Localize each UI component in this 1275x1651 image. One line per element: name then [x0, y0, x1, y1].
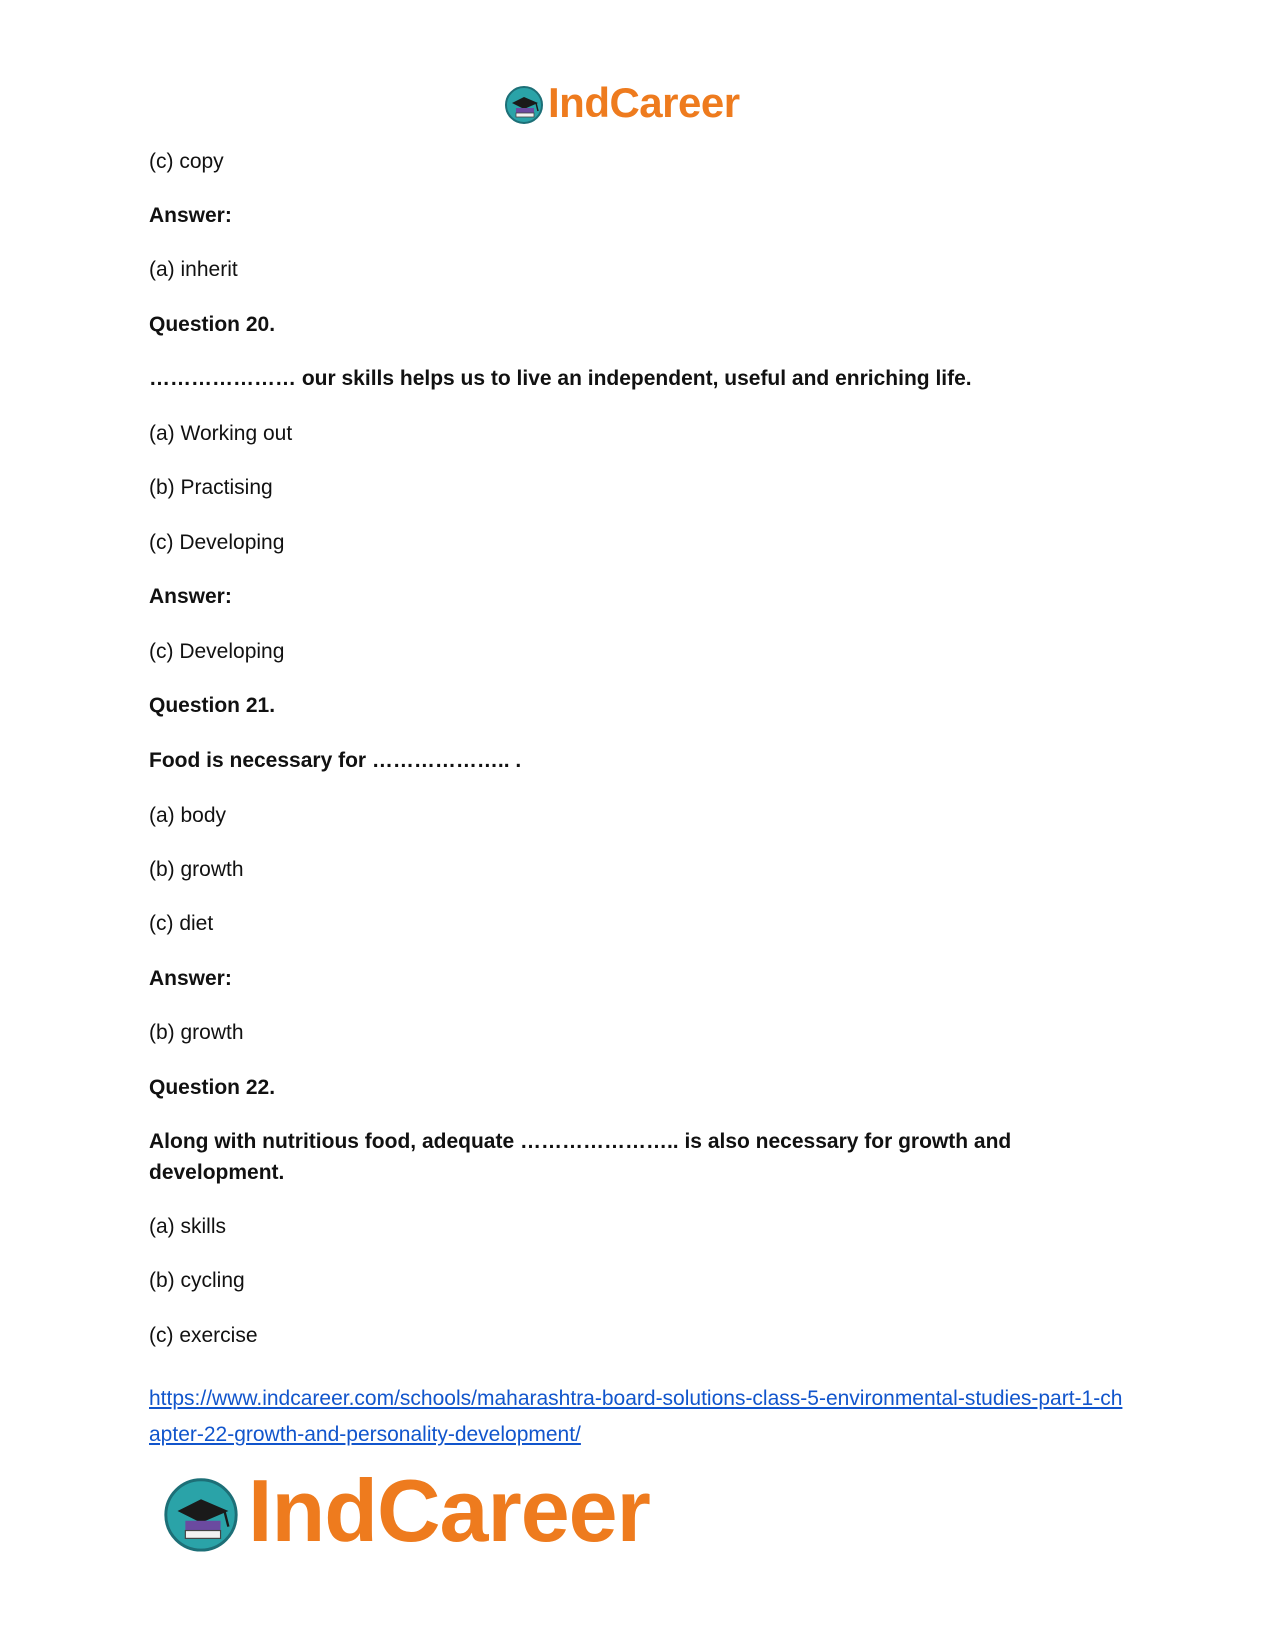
- graduation-cap-globe-book-icon: [158, 1468, 244, 1554]
- question-number: Question 20.: [149, 313, 276, 336]
- header-logo: [502, 80, 740, 126]
- footer-logo: [158, 1463, 650, 1559]
- option-text: (a) skills: [149, 1215, 226, 1238]
- logo-wordmark: IndCareer: [548, 79, 740, 126]
- source-link[interactable]: https://www.indcareer.com/schools/maharashtra-board-solutions-class-5-environmental-studies-part-1-chapter-22-growth-and-personality-development/: [149, 1387, 1123, 1446]
- option-text: (a) Working out: [149, 422, 293, 445]
- option-text: (c) exercise: [149, 1324, 258, 1347]
- logo-wordmark: IndCareer: [248, 1461, 650, 1560]
- option-text: (b) cycling: [149, 1269, 245, 1292]
- answer-text: (c) Developing: [149, 640, 285, 663]
- answer-text: (b) growth: [149, 1021, 244, 1044]
- option-text: (b) Practising: [149, 476, 273, 499]
- option-text: (c) copy: [149, 150, 224, 173]
- answer-label: Answer:: [149, 204, 232, 227]
- option-text: (c) Developing: [149, 531, 285, 554]
- question-text: Along with nutritious food, adequate ………………….. is also necessary for growth and development.: [149, 1130, 1012, 1184]
- graduation-cap-globe-book-icon: [502, 81, 546, 125]
- question-number: Question 21.: [149, 694, 276, 717]
- option-text: (b) growth: [149, 858, 244, 881]
- question-text: Food is necessary for ……………….. .: [149, 749, 522, 772]
- option-text: (c) diet: [149, 912, 214, 935]
- question-text: ………………… our skills helps us to live an independent, useful and enriching life.: [149, 367, 972, 390]
- answer-label: Answer:: [149, 585, 232, 608]
- question-number: Question 22.: [149, 1076, 276, 1099]
- answer-text: (a) inherit: [149, 258, 238, 281]
- option-text: (a) body: [149, 804, 227, 827]
- answer-label: Answer:: [149, 967, 232, 990]
